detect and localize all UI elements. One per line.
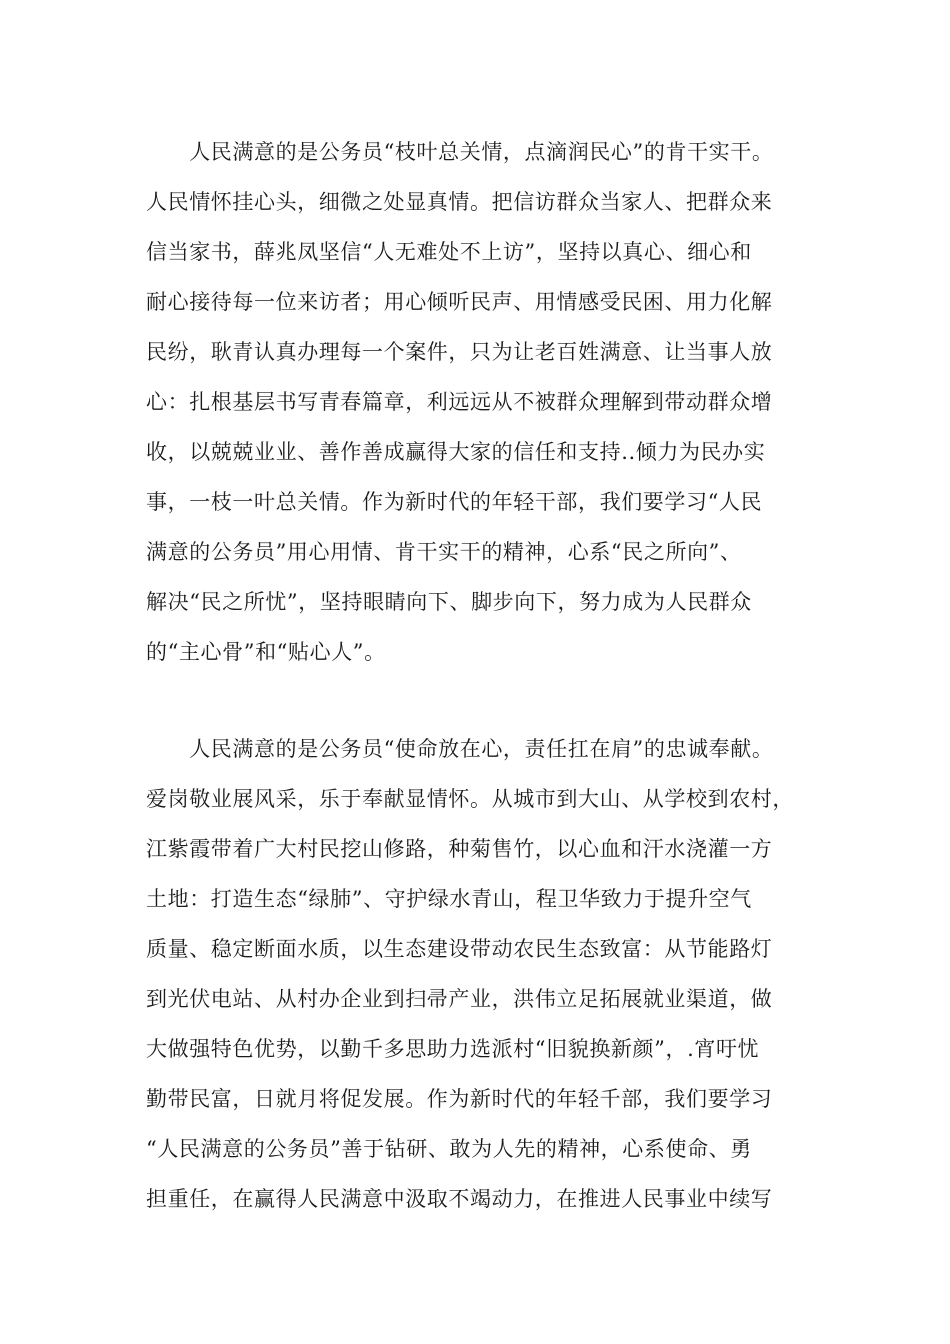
text-line: 爱岗敬业展风采，乐于奉献显情怀。从城市到大山、从学校到农村，	[146, 787, 794, 811]
text-line: 心：扎根基层书写青春篇章，利远远从不被群众理解到带动群众增	[146, 390, 773, 414]
text-line: 的“主心骨”和“贴心人”。	[146, 640, 386, 664]
text-line: 江紫霞带着广大村民挖山修路，种菊售竹，以心血和汗水浇灌一方	[146, 837, 773, 861]
text-line: 解决“民之所忧”，坚持眼睛向下、脚步向下，努力成为人民群众	[146, 590, 752, 614]
text-line: 满意的公务员”用心用情、肯干实干的精神，心系“民之所向”、	[146, 540, 742, 564]
text-line: 人民满意的是公务员“使命放在心，责任扛在肩”的忠诚奉献。	[146, 737, 774, 761]
text-line: 民纷，耿青认真办理每一个案件，只为让老百姓满意、让当事人放	[146, 340, 773, 364]
text-line: 耐心接待每一位来访者；用心倾听民声、用情感受民困、用力化解	[146, 290, 773, 314]
text-line: “人民满意的公务员”善于钻研、敢为人先的精神，心系使命、勇	[146, 1137, 752, 1161]
paragraph-mission-responsibility	[146, 724, 826, 1224]
text-line: 勤带民富，日就月将促发展。作为新时代的年轻千部，我们要学习	[146, 1087, 773, 1111]
text-line: 担重任，在赢得人民满意中汲取不竭动力，在推进人民事业中续写	[146, 1187, 773, 1211]
text-line: 到光伏电站、从村办企业到扫帚产业，洪伟立足拓展就业渠道，做	[146, 987, 773, 1011]
text-line: 人民满意的是公务员“枝叶总关情，点滴润民心”的肯干实干。	[146, 140, 774, 164]
text-line: 信当家书，薛兆凤坚信“人无难处不上访”，坚持以真心、细心和	[146, 240, 752, 264]
text-line: 大做强特色优势，以勤千多思助力选派村“旧貌换新颜”，.宵吁忧	[146, 1037, 760, 1061]
text-line: 收，以兢兢业业、善作善成赢得大家的信任和支持..倾力为民办实	[146, 440, 766, 464]
text-line: 事，一枝一叶总关情。作为新时代的年轻干部，我们要学习“人民	[146, 490, 763, 514]
text-line: 人民情怀挂心头，细微之处显真情。把信访群众当家人、把群众来	[146, 190, 773, 214]
text-line: 质量、稳定断面水质，以生态建设带动农民生态致富：从节能路灯	[146, 937, 773, 961]
text-line: 土地：打造生态“绿肺”、守护绿水青山，程卫华致力于提升空气	[146, 887, 752, 911]
paragraph-servant-dedication	[146, 127, 826, 677]
